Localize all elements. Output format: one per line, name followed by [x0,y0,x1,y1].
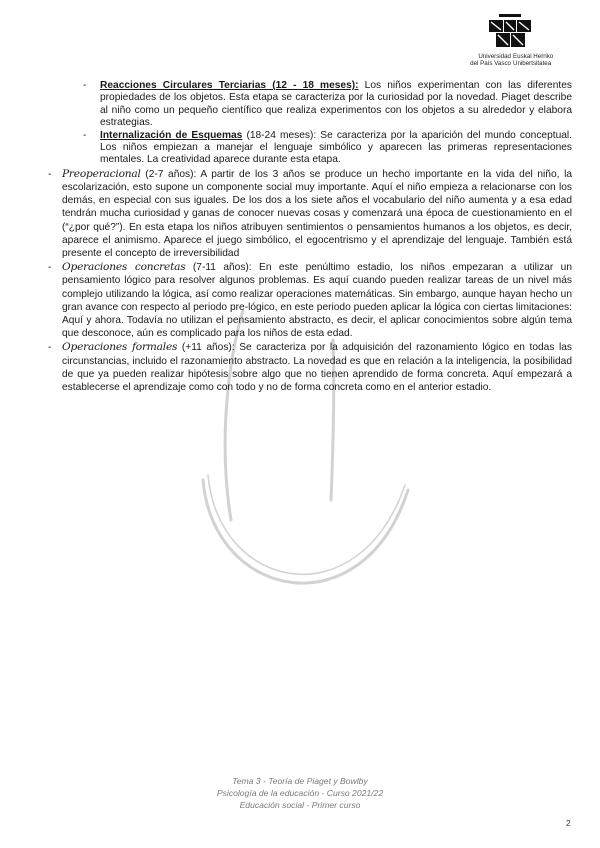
item-term: Internalización de Esquemas [100,129,243,141]
university-name-es [455,53,511,67]
item-text: (7-11 años): En este penúltimo estadio, los niños empezaran a utilizar un pensamiento lógico para resolver algunos problemas. Es aquí cuando pueden realizar tareas de un nivel más complejo utilizando la lógica, así como realizar operaciones matemáticas. Sin embargo, aunque hayan hecho un gran avance con respecto al periodo pre-lógico, en este periodo pueden aplicar la lógica con ciertas limitaciones: Aquí y ahora. Todavía no utilizan el pensamiento abstracto, es decir, el aplicar conocimientos sobre algún tema que desconoce, aún es complicado para los niños de esta edad. [62,262,573,340]
bullet-dash: - [83,80,87,91]
list-item [48,167,572,260]
item-term: Preoperacional [62,167,141,180]
page-footer [150,775,450,812]
footer-topic: Tema 3 - Teoría de Piaget y Bowlby [232,776,368,786]
list-item [62,130,572,167]
item-text: (2-7 años): A partir de los 3 años se produce un hecho importante en la vida del niño, la escolarización, esto supone un componente social muy importante. Aquí el niño empieza a relacionarse con los demás, en especial con sus iguales. De los dos a los siete años el vocabulario del niño aumenta y a esa edad tendrán mucha curiosidad y ganas de conocer nuevas cosas y comenzará una época de cuestionamiento en el (“¿por qué?”). En esta etapa los niños atribuyen sentimientos o pensamientos humanos a los objetos, es decir, aparece el animismo. Aparece el juego simbólico, el egocentrismo y el aprendizaje del lenguaje. También está presente el concepto de irreversibilidad [62,168,572,260]
document-body [48,80,573,394]
bullet-dash: - [48,262,52,274]
footer-course: Psicología de la educación - Curso 2021/22 [216,788,384,799]
item-text: (18-24 meses): Se caracteriza por la aparición del mundo conceptual. Los niños empiezan a manejar el lenguaje simbólico y aparecen las primeras representaciones mentales. La creatividad aparece durante esta etapa. [100,129,572,166]
bullet-dash: - [83,129,87,141]
logo-line: Unibertsitatea [513,60,552,67]
logo-line: Universidad [478,53,511,60]
list-item [48,341,573,394]
bullet-dash: - [48,342,52,354]
university-name-eu [513,53,567,67]
item-term: Operaciones formales [62,341,178,354]
footer-program: Educación social - Primer curso [239,800,361,811]
item-text: Los niños experimentan con las diferentes propiedades de los objetos. Esta etapa se caracteriza por la curiosidad por la novedad. Piaget describe al niño como un pequeño científico que realiza experimentos con los objetos a su alrededor y elabora estrategias. [100,80,572,129]
item-text: (+11 años): Se caracteriza por la adquisición del razonamiento lógico en todas las circunstancias, incluido el razonamiento abstracto. La novedad es que en relación a la inteligencia, la posibilidad de que ya pueden realizar hipótesis sobre algo que no tienen aprendido de forma concreta. Aquí empezará a establecerse el aprendizaje como con todo y no de forma concreta como en el anterior estadio. [62,342,573,394]
list-item [62,80,572,130]
university-emblem-icon [487,14,533,48]
item-term: Operaciones concretas [62,261,186,274]
page-number: 2 [566,818,571,828]
item-term: Reacciones Circulares Terciarias (12 - 18 meses): [100,80,359,91]
university-logo [455,14,565,74]
logo-line: Euskal Herriko [513,53,554,60]
list-item [48,261,573,340]
logo-line: del País Vasco [470,60,511,67]
bullet-dash: - [48,168,52,180]
